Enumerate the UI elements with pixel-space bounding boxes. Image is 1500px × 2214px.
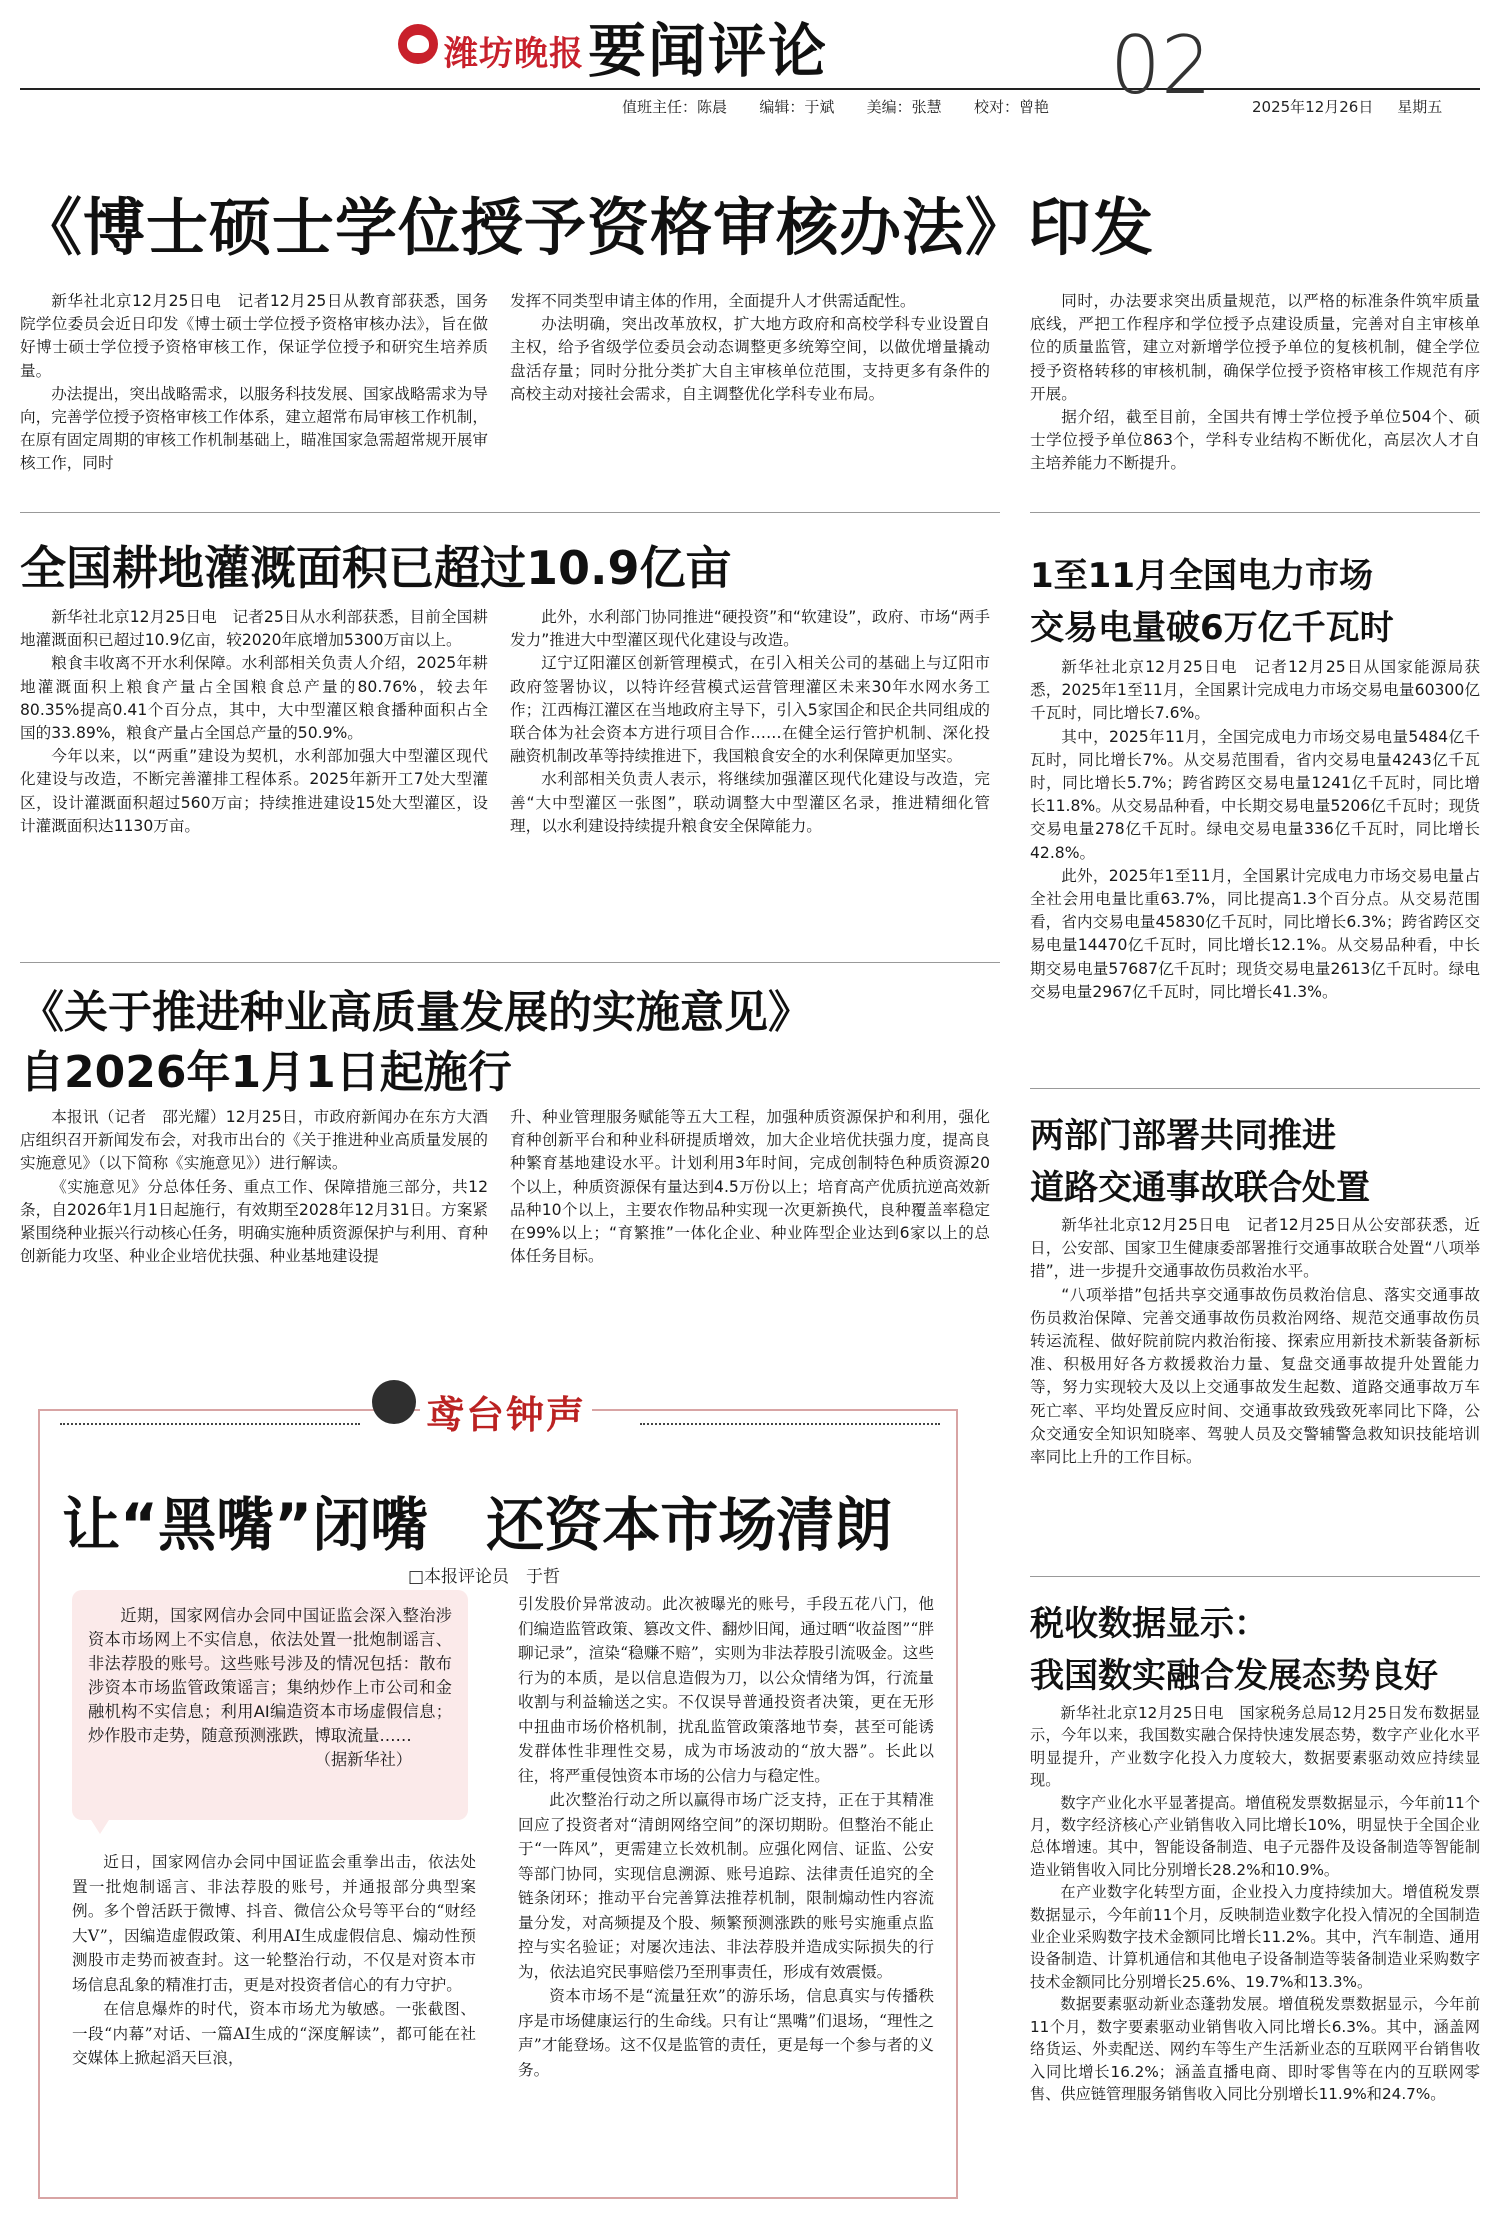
- paragraph: 数据要素驱动新业态蓬勃发展。增值税发票数据显示，今年前11个月，数字要素驱动业销售收入同比增长6.3%。其中，涵盖网络货运、外卖配送、网约车等生产生活新业态的互联网平台销售收入同比增长16.2%；涵盖直播电商、即时零售等在内的互联网零售、供应链管理服务销售收入同比分别增长11.9%和24.7%。: [1030, 1995, 1480, 2103]
- paragraph: 据介绍，截至目前，全国共有博士学位授予单位504个、硕士学位授予单位863个，学科专业结构不断优化，高层次人才自主培养能力不断提升。: [1030, 408, 1480, 473]
- article2-col2: [510, 606, 990, 838]
- paragraph: 新华社北京12月25日电 记者12月25日从教育部获悉，国务院学位委员会近日印发《博士硕士学位授予资格审核办法》，旨在做好博士硕士学位授予资格审核工作，保证学位授予和研究生培养质量。: [20, 292, 488, 380]
- divider: [1030, 1088, 1480, 1089]
- credit-proofreader: 校对：曾艳: [973, 98, 1049, 116]
- credit-editor: 编辑：于斌: [759, 98, 835, 116]
- weekday: 星期五: [1397, 98, 1443, 116]
- column-banner-rule-right: [640, 1423, 940, 1425]
- article3-title-line1: 《关于推进种业高质量发展的实施意见》: [20, 987, 812, 1038]
- paragraph: 其中，2025年11月，全国完成电力市场交易电量5484亿千瓦时，同比增长7%。从交易范围看，省内交易电量4243亿千瓦时，同比增长5.7%；跨省跨区交易电量1241亿千瓦时，同比增长11.8%。从交易品种看，中长期交易电量5206亿千瓦时；现货交易电量278亿千瓦时。绿电交易电量336亿千瓦时，同比增长42.8%。: [1030, 727, 1480, 862]
- paragraph: 本报讯（记者 邵光耀）12月25日，市政府新闻办在东方大酒店组织召开新闻发布会，对我市出台的《关于推进种业高质量发展的实施意见》（以下简称《实施意见》）进行解读。: [20, 1108, 488, 1173]
- paragraph: 新华社北京12月25日电 记者12月25日从公安部获悉，近日，公安部、国家卫生健康委部署推行交通事故联合处置“八项举措”，进一步提升交通事故伤员救治水平。: [1030, 1216, 1480, 1281]
- article5-body: [1030, 1214, 1480, 1469]
- paragraph: 办法提出，突出战略需求，以服务科技发展、国家战略需求为导向，完善学位授予资格审核工作体系，建立超常布局审核工作机制，在原有固定周期的审核工作机制基础上，瞄准国家急需超常规开展审核工作，同时: [20, 384, 488, 473]
- column-name: 鸢台钟声: [420, 1384, 592, 1439]
- article6-title-line1: 税收数据显示：: [1030, 1604, 1268, 1644]
- opinion-col1: [72, 1850, 476, 2071]
- date: 2025年12月26日: [1252, 98, 1374, 116]
- article3-col1: [20, 1106, 488, 1268]
- paragraph: 新华社北京12月25日电 记者25日从水利部获悉，目前全国耕地灌溉面积已超过10.9亿亩，较2020年底增加5300万亩以上。: [20, 608, 488, 650]
- article1-col3: [1030, 290, 1480, 476]
- divider: [1030, 512, 1480, 513]
- article1-col2: [510, 290, 990, 406]
- paragraph: 发挥不同类型申请主体的作用，全面提升人才供需适配性。: [510, 292, 916, 310]
- quote-paragraph: 近期，国家网信办会同中国证监会深入整治涉资本市场网上不实信息，依法处置一批炮制谣言、非法荐股的账号。这些账号涉及的情况包括：散布涉资本市场监管政策谣言；集纳炒作上市公司和金融机构不实信息；利用AI编造资本市场虚假信息；炒作股市走势，随意预测涨跌，博取流量……: [88, 1606, 452, 1745]
- section-title: 要闻评论: [588, 17, 829, 85]
- page-number: 02: [1110, 19, 1212, 112]
- paper-logo-icon: [398, 24, 438, 64]
- divider: [20, 962, 1000, 963]
- article1-col1: [20, 290, 488, 476]
- article3-col2: [510, 1106, 990, 1268]
- article4-title-line1: 1至11月全国电力市场: [1030, 556, 1373, 596]
- paragraph: 在产业数字化转型方面，企业投入力度持续加大。增值税发票数据显示，今年前11个月，反映制造业数字化投入情况的全国制造业企业采购数字技术金额同比增长11.2%。其中，汽车制造、通用设备制造、计算机通信和其他电子设备制造等装备制造业采购数字技术金额同比分别增长25.6%、19.7%和13.3%。: [1030, 1883, 1480, 1991]
- paragraph: 此外，2025年1至11月，全国累计完成电力市场交易电量占全社会用电量比重63.7%，同比提高1.3个百分点。从交易范围看，省内交易电量45830亿千瓦时，同比增长6.3%；跨省跨区交易电量14470亿千瓦时，同比增长12.1%。从交易品种看，中长期交易电量57687亿千瓦时；现货交易电量2613亿千瓦时。绿电交易电量2967亿千瓦时，同比增长41.3%。: [1030, 866, 1480, 1001]
- paragraph: 资本市场不是“流量狂欢”的游乐场，信息真实与传播秩序是市场健康运行的生命线。只有让“黑嘴”们退场，“理性之声”才能登场。这不仅是监管的责任，更是每一个参与者的义务。: [518, 1987, 934, 2079]
- article1-title: 《博士硕士学位授予资格审核办法》印发: [20, 191, 1155, 264]
- article5-title-line1: 两部门部署共同推进: [1030, 1116, 1336, 1156]
- quote-tail: [86, 1812, 114, 1834]
- article4-title-line2: 交易电量破6万亿千瓦时: [1030, 608, 1394, 648]
- paragraph: 此次整治行动之所以赢得市场广泛支持，正在于其精准回应了投资者对“清朗网络空间”的深切期盼。但整治不能止于“一阵风”，更需建立长效机制。应强化网信、证监、公安等部门协同，实现信息溯源、账号追踪、法律责任追究的全链条闭环；推动平台完善算法推荐机制，限制煽动性内容流量分发，对高频提及个股、频繁预测涨跌的账号实施重点监控与实名验证；对屡次违法、非法荐股并造成实际损失的行为，依法追究民事赔偿乃至刑事责任，形成有效震慑。: [518, 1791, 934, 1981]
- column-pen-icon: [372, 1380, 416, 1424]
- credit-designer: 美编：张慧: [866, 98, 942, 116]
- paragraph: “八项举措”包括共享交通事故伤员救治信息、落实交通事故伤员救治保障、完善交通事故伤员救治网络、规范交通事故伤员转运流程、做好院前院内救治衔接、探索应用新技术新装备新标准、积极用好各方救援救治力量、复盘交通事故提升处置能力等，努力实现较大及以上交通事故发生起数、道路交通事故万车死亡率、平均处置反应时间、交通事故致残致死率同比下降，公众交通安全知识知晓率、驾驶人员及交警辅警急救知识技能培训率同比上升的工作目标。: [1030, 1285, 1480, 1467]
- paragraph: 新华社北京12月25日电 记者12月25日从国家能源局获悉，2025年1至11月，全国累计完成电力市场交易电量60300亿千瓦时，同比增长7.6%。: [1030, 658, 1480, 723]
- issue-date: [1252, 96, 1442, 117]
- quote-text: [88, 1604, 452, 1772]
- article2-title: 全国耕地灌溉面积已超过10.9亿亩: [20, 541, 732, 595]
- paragraph: 近日，国家网信办会同中国证监会重拳出击，依法处置一批炮制谣言、非法荐股的账号，并通报部分典型案例。多个曾活跃于微博、抖音、微信公众号等平台的“财经大V”，因编造虚假政策、利用AI生成虚假信息、煽动性预测股市走势而被查封。这一轮整治行动，不仅是对资本市场信息乱象的精准打击，更是对投资者信心的有力守护。: [72, 1853, 476, 1994]
- masthead-rule: [20, 88, 1480, 90]
- credit-duty: 值班主任：陈晨: [622, 98, 728, 116]
- quote-source: （据新华社）: [314, 1750, 412, 1769]
- paragraph: 引发股价异常波动。此次被曝光的账号，手段五花八门，他们编造监管政策、篡改文件、翻炒旧闻，通过晒“收益图”“胖聊记录”，渲染“稳赚不赔”，实则为非法荐股引流吸金。这些行为的本质，是以信息造假为刀，以公众情绪为饵，行流量收割与利益输送之实。不仅误导普通投资者决策，更在无形中扭曲市场价格机制，扰乱监管政策落地节奏，甚至可能诱发群体性非理性交易，成为市场波动的“放大器”。长此以往，将严重侵蚀资本市场的公信力与稳定性。: [518, 1595, 934, 1785]
- column-banner-rule-left: [60, 1423, 360, 1425]
- credits: [622, 96, 1049, 117]
- paragraph: 辽宁辽阳灌区创新管理模式，在引入相关公司的基础上与辽阳市政府签署协议，以特许经营模式运营管理灌区未来30年水网水务工作；江西梅江灌区在当地政府主导下，引入5家国企和民企共同组成的联合体为社会资本方进行项目合作……在健全运行管护机制、深化投融资机制改革等持续推进下，我国粮食安全的水利保障更加坚实。: [510, 654, 990, 766]
- divider: [20, 512, 1000, 513]
- opinion-col2: [518, 1592, 934, 2082]
- article3-title-line2: 自2026年1月1日起施行: [20, 1047, 512, 1098]
- paragraph: 水利部相关负责人表示，将继续加强灌区现代化建设与改造，完善“大中型灌区一张图”，联动调整大中型灌区名录，推进精细化管理，以水利建设持续提升粮食安全保障能力。: [510, 770, 990, 835]
- paragraph: 在信息爆炸的时代，资本市场尤为敏感。一张截图、一段“内幕”对话、一篇AI生成的“深度解读”，都可能在社交媒体上掀起滔天巨浪，: [72, 2000, 476, 2067]
- opinion-byline: □本报评论员 于哲: [408, 1567, 561, 1587]
- article6-body: [1030, 1702, 1480, 2105]
- paragraph: 办法明确，突出改革放权，扩大地方政府和高校学科专业设置自主权，给予省级学位委员会动态调整更多统筹空间，以做优增量撬动盘活存量；同时分批分类扩大自主审核单位范围，支持更多有条件的高校主动对接社会需求，自主调整优化学科专业布局。: [510, 315, 990, 403]
- paragraph: 升、种业管理服务赋能等五大工程，加强种质资源保护和利用，强化育种创新平台和种业科研提质增效，加大企业培优扶强力度，提高良种繁育基地建设水平。计划利用3年时间，完成创制特色种质资源20个以上，种质资源保有量达到4.5万份以上；培育高产优质抗逆高效新品种10个以上，主要农作物品种实现一次更新换代，良种覆盖率稳定在99%以上；“育繁推”一体化企业、种业阵型企业达到6家以上的总体任务目标。: [510, 1108, 990, 1266]
- paragraph: 数字产业化水平显著提高。增值税发票数据显示，今年前11个月，数字经济核心产业销售收入同比增长10%，明显快于全国企业总体增速。其中，智能设备制造、电子元器件及设备制造等智能制造业销售收入同比分别增长28.2%和10.9%。: [1030, 1793, 1480, 1879]
- article2-col1: [20, 606, 488, 838]
- paragraph: 同时，办法要求突出质量规范，以严格的标准条件筑牢质量底线，严把工作程序和学位授予点建设质量，完善对自主审核单位的质量监管，建立对新增学位授予单位的复核机制，健全学位授予资格转移的审核机制，确保学位授予资格审核工作规范有序开展。: [1030, 292, 1480, 403]
- paragraph: 《实施意见》分总体任务、重点工作、保障措施三部分，共12条，自2026年1月1日起施行，有效期至2028年12月31日。方案紧紧围绕种业振兴行动核心任务，明确实施种质资源保护与利用、育种创新能力攻坚、种业企业培优扶强、种业基地建设提: [20, 1177, 488, 1266]
- article4-body: [1030, 656, 1480, 1004]
- paragraph: 今年以来，以“两重”建设为契机，水利部加强大中型灌区现代化建设与改造，不断完善灌排工程体系。2025年新开工7处大型灌区，设计灌溉面积超过560万亩；持续推进建设15处大型灌区，设计灌溉面积达1130万亩。: [20, 747, 488, 835]
- paper-name: 潍坊晚报: [444, 34, 584, 74]
- paragraph: 粮食丰收离不开水利保障。水利部相关负责人介绍，2025年耕地灌溉面积上粮食产量占全国粮食总产量的80.76%，较去年80.35%提高0.41个百分点，其中，大中型灌区粮食播种面积占全国的33.89%，粮食产量占全国总产量的50.9%。: [20, 654, 488, 743]
- article6-title-line2: 我国数实融合发展态势良好: [1030, 1656, 1438, 1696]
- divider: [1030, 1576, 1480, 1577]
- paragraph: 此外，水利部门协同推进“硬投资”和“软建设”，政府、市场“两手发力”推进大中型灌区现代化建设与改造。: [510, 608, 990, 650]
- article5-title-line2: 道路交通事故联合处置: [1030, 1168, 1370, 1208]
- opinion-title: 让“黑嘴”闭嘴 还资本市场清朗: [62, 1491, 893, 1559]
- paragraph: 新华社北京12月25日电 国家税务总局12月25日发布数据显示，今年以来，我国数实融合保持快速发展态势，数字产业化水平明显提升，产业数字化投入力度较大，数据要素驱动效应持续显现。: [1030, 1704, 1480, 1790]
